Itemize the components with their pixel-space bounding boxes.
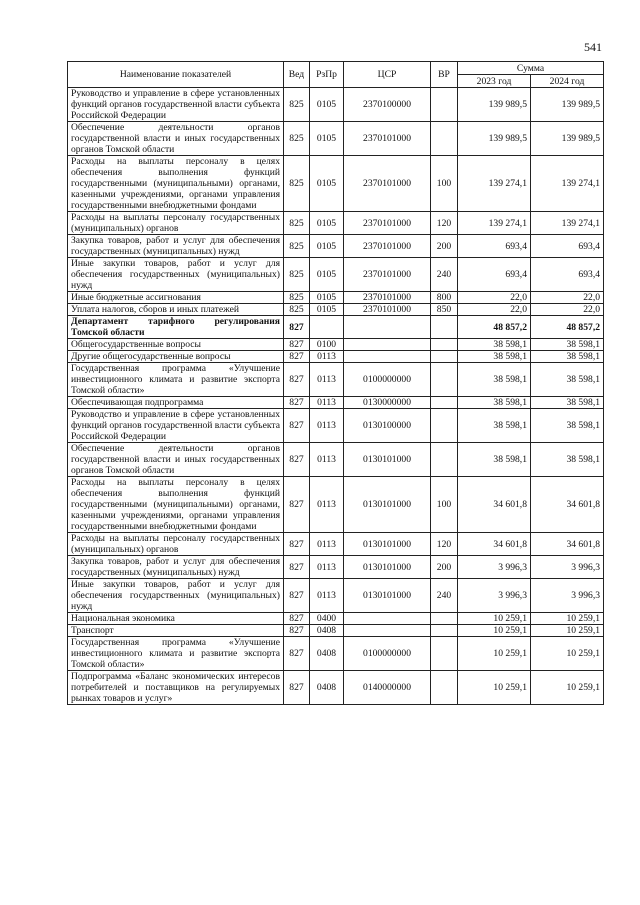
cell-name: Расходы на выплаты персоналу в целях обеспечения выполнения функций государственными (муниципальными) органами, казенными учреждениями, органами управления государственными внебюджетными фондами: [68, 156, 284, 212]
cell-2024: 10 259,1: [531, 625, 604, 637]
cell-ved: 827: [284, 671, 310, 705]
cell-2024: 139 989,5: [531, 122, 604, 156]
cell-name: Иные закупки товаров, работ и услуг для обеспечения государственных (муниципальных) нужд: [68, 258, 284, 292]
cell-rzpr: 0105: [310, 156, 344, 212]
cell-rzpr: 0408: [310, 637, 344, 671]
cell-ved: 827: [284, 556, 310, 579]
cell-ved: 825: [284, 156, 310, 212]
cell-vr: [431, 409, 458, 443]
cell-2023: 3 996,3: [458, 579, 531, 613]
table-row: [68, 235, 604, 258]
cell-csr: 0130101000: [344, 443, 431, 477]
cell-ved: 825: [284, 258, 310, 292]
cell-2023: 139 274,1: [458, 212, 531, 235]
cell-name: Национальная экономика: [68, 613, 284, 625]
cell-2024: 3 996,3: [531, 556, 604, 579]
cell-vr: [431, 363, 458, 397]
header-name: Наименование показателей: [68, 62, 284, 88]
header-sum: Сумма: [458, 62, 604, 75]
cell-csr: [344, 613, 431, 625]
cell-2023: 38 598,1: [458, 351, 531, 363]
cell-csr: 0130000000: [344, 397, 431, 409]
cell-rzpr: 0105: [310, 88, 344, 122]
page-number: 541: [584, 40, 602, 54]
cell-2023: 139 989,5: [458, 122, 531, 156]
cell-2023: 48 857,2: [458, 316, 531, 339]
cell-2024: 48 857,2: [531, 316, 604, 339]
table-row: [68, 397, 604, 409]
cell-ved: 827: [284, 363, 310, 397]
cell-name: Государственная программа «Улучшение инвестиционного климата и развитие экспорта Томской области»: [68, 363, 284, 397]
cell-ved: 825: [284, 88, 310, 122]
cell-vr: 850: [431, 304, 458, 316]
cell-2024: 38 598,1: [531, 409, 604, 443]
cell-2023: 38 598,1: [458, 443, 531, 477]
table-header: [68, 62, 604, 88]
cell-name: Общегосударственные вопросы: [68, 339, 284, 351]
cell-2023: 34 601,8: [458, 533, 531, 556]
cell-rzpr: 0113: [310, 477, 344, 533]
table-row: [68, 292, 604, 304]
table-row: [68, 477, 604, 533]
table-row: [68, 671, 604, 705]
cell-vr: [431, 122, 458, 156]
cell-rzpr: 0113: [310, 579, 344, 613]
cell-vr: [431, 443, 458, 477]
cell-name: Обеспечение деятельности органов государственной власти и иных государственных органов Томской области: [68, 443, 284, 477]
cell-name: Транспорт: [68, 625, 284, 637]
cell-name: Уплата налогов, сборов и иных платежей: [68, 304, 284, 316]
cell-csr: 0140000000: [344, 671, 431, 705]
cell-2024: 38 598,1: [531, 339, 604, 351]
cell-2023: 38 598,1: [458, 339, 531, 351]
cell-rzpr: 0105: [310, 212, 344, 235]
cell-2023: 10 259,1: [458, 625, 531, 637]
cell-rzpr: [310, 316, 344, 339]
header-csr: ЦСР: [344, 62, 431, 88]
table-row: [68, 156, 604, 212]
cell-name: Руководство и управление в сфере установленных функций органов государственной власти субъекта Российской Федерации: [68, 88, 284, 122]
cell-vr: 200: [431, 556, 458, 579]
cell-ved: 825: [284, 212, 310, 235]
cell-ved: 825: [284, 292, 310, 304]
table-row: [68, 579, 604, 613]
cell-name: Расходы на выплаты персоналу государственных (муниципальных) органов: [68, 212, 284, 235]
cell-name: Подпрограмма «Баланс экономических интересов потребителей и поставщиков на регулируемых рынках товаров и услуг»: [68, 671, 284, 705]
cell-vr: 240: [431, 579, 458, 613]
cell-ved: 825: [284, 235, 310, 258]
cell-2023: 139 989,5: [458, 88, 531, 122]
cell-2023: 22,0: [458, 292, 531, 304]
cell-csr: 2370101000: [344, 235, 431, 258]
cell-2024: 38 598,1: [531, 351, 604, 363]
cell-2024: 22,0: [531, 304, 604, 316]
cell-2023: 3 996,3: [458, 556, 531, 579]
cell-2023: 22,0: [458, 304, 531, 316]
cell-csr: 2370101000: [344, 304, 431, 316]
table-row: [68, 637, 604, 671]
cell-2024: 139 274,1: [531, 212, 604, 235]
table-row: [68, 258, 604, 292]
cell-ved: 825: [284, 304, 310, 316]
table-row: [68, 409, 604, 443]
cell-2023: 38 598,1: [458, 409, 531, 443]
cell-name: Обеспечивающая подпрограмма: [68, 397, 284, 409]
cell-rzpr: 0105: [310, 258, 344, 292]
cell-rzpr: 0400: [310, 613, 344, 625]
cell-2024: 10 259,1: [531, 613, 604, 625]
header-rzpr: РзПр: [310, 62, 344, 88]
cell-name: Обеспечение деятельности органов государственной власти и иных государственных органов Томской области: [68, 122, 284, 156]
cell-ved: 827: [284, 397, 310, 409]
cell-name: Иные бюджетные ассигнования: [68, 292, 284, 304]
cell-rzpr: 0100: [310, 339, 344, 351]
cell-ved: 827: [284, 339, 310, 351]
budget-table: [67, 61, 604, 705]
cell-csr: 2370101000: [344, 156, 431, 212]
cell-name: Закупка товаров, работ и услуг для обеспечения государственных (муниципальных) нужд: [68, 235, 284, 258]
cell-2023: 38 598,1: [458, 397, 531, 409]
cell-vr: 800: [431, 292, 458, 304]
cell-name: Руководство и управление в сфере установленных функций органов государственной власти субъекта Российской Федерации: [68, 409, 284, 443]
cell-2023: 693,4: [458, 235, 531, 258]
cell-2024: 139 989,5: [531, 88, 604, 122]
cell-csr: 0130100000: [344, 409, 431, 443]
table-row: [68, 443, 604, 477]
table-row: [68, 88, 604, 122]
cell-ved: 827: [284, 409, 310, 443]
cell-vr: 100: [431, 477, 458, 533]
cell-2023: 693,4: [458, 258, 531, 292]
cell-vr: [431, 316, 458, 339]
cell-2023: 139 274,1: [458, 156, 531, 212]
cell-2024: 38 598,1: [531, 397, 604, 409]
cell-rzpr: 0408: [310, 625, 344, 637]
cell-vr: [431, 613, 458, 625]
cell-rzpr: 0113: [310, 409, 344, 443]
cell-vr: [431, 88, 458, 122]
cell-rzpr: 0113: [310, 397, 344, 409]
table-row: [68, 613, 604, 625]
cell-2024: 139 274,1: [531, 156, 604, 212]
cell-rzpr: 0113: [310, 533, 344, 556]
cell-ved: 827: [284, 316, 310, 339]
cell-vr: 200: [431, 235, 458, 258]
cell-csr: 0100000000: [344, 363, 431, 397]
cell-2023: 10 259,1: [458, 637, 531, 671]
header-2023: 2023 год: [458, 75, 531, 88]
cell-ved: 827: [284, 477, 310, 533]
cell-name: Иные закупки товаров, работ и услуг для обеспечения государственных (муниципальных) нужд: [68, 579, 284, 613]
cell-2024: 38 598,1: [531, 443, 604, 477]
cell-2023: 10 259,1: [458, 671, 531, 705]
cell-2024: 10 259,1: [531, 637, 604, 671]
table-row: [68, 556, 604, 579]
cell-2023: 38 598,1: [458, 363, 531, 397]
cell-ved: 827: [284, 625, 310, 637]
cell-2024: 693,4: [531, 235, 604, 258]
cell-2024: 22,0: [531, 292, 604, 304]
cell-rzpr: 0113: [310, 556, 344, 579]
cell-2023: 34 601,8: [458, 477, 531, 533]
cell-vr: [431, 637, 458, 671]
cell-csr: [344, 351, 431, 363]
table-row: [68, 363, 604, 397]
cell-csr: 0130101000: [344, 477, 431, 533]
cell-name: Другие общегосударственные вопросы: [68, 351, 284, 363]
cell-2024: 10 259,1: [531, 671, 604, 705]
cell-csr: 2370101000: [344, 292, 431, 304]
table-body: [68, 88, 604, 705]
cell-ved: 827: [284, 637, 310, 671]
cell-2024: 34 601,8: [531, 533, 604, 556]
header-ved: Вед: [284, 62, 310, 88]
cell-csr: 2370101000: [344, 212, 431, 235]
cell-rzpr: 0113: [310, 351, 344, 363]
cell-name: Расходы на выплаты персоналу в целях обеспечения выполнения функций государственными (муниципальными) органами, казенными учреждениями, органами управления государственными внебюджетными фондами: [68, 477, 284, 533]
cell-vr: 120: [431, 212, 458, 235]
cell-ved: 827: [284, 443, 310, 477]
cell-csr: 0100000000: [344, 637, 431, 671]
cell-2024: 34 601,8: [531, 477, 604, 533]
cell-csr: 2370101000: [344, 122, 431, 156]
cell-2024: 693,4: [531, 258, 604, 292]
cell-vr: [431, 351, 458, 363]
cell-rzpr: 0105: [310, 235, 344, 258]
table-row: [68, 339, 604, 351]
cell-csr: [344, 625, 431, 637]
cell-ved: 825: [284, 122, 310, 156]
cell-ved: 827: [284, 351, 310, 363]
cell-csr: 0130101000: [344, 556, 431, 579]
cell-csr: 0130101000: [344, 579, 431, 613]
table-row: [68, 316, 604, 339]
cell-vr: [431, 625, 458, 637]
cell-name: Государственная программа «Улучшение инвестиционного климата и развитие экспорта Томской области»: [68, 637, 284, 671]
table-row: [68, 212, 604, 235]
table-row: [68, 304, 604, 316]
cell-rzpr: 0113: [310, 443, 344, 477]
cell-2024: 3 996,3: [531, 579, 604, 613]
cell-rzpr: 0113: [310, 363, 344, 397]
cell-vr: 120: [431, 533, 458, 556]
cell-ved: 827: [284, 579, 310, 613]
table-row: [68, 625, 604, 637]
cell-rzpr: 0105: [310, 122, 344, 156]
cell-rzpr: 0105: [310, 304, 344, 316]
cell-name: Закупка товаров, работ и услуг для обеспечения государственных (муниципальных) нужд: [68, 556, 284, 579]
cell-ved: 827: [284, 613, 310, 625]
cell-csr: [344, 339, 431, 351]
cell-vr: [431, 339, 458, 351]
header-vr: ВР: [431, 62, 458, 88]
cell-name: Департамент тарифного регулирования Томской области: [68, 316, 284, 339]
cell-vr: 240: [431, 258, 458, 292]
cell-csr: 2370101000: [344, 258, 431, 292]
table-row: [68, 533, 604, 556]
cell-2023: 10 259,1: [458, 613, 531, 625]
table-row: [68, 351, 604, 363]
cell-name: Расходы на выплаты персоналу государственных (муниципальных) органов: [68, 533, 284, 556]
table-row: [68, 122, 604, 156]
cell-rzpr: 0105: [310, 292, 344, 304]
cell-vr: [431, 397, 458, 409]
cell-csr: 0130101000: [344, 533, 431, 556]
cell-vr: 100: [431, 156, 458, 212]
cell-rzpr: 0408: [310, 671, 344, 705]
cell-csr: [344, 316, 431, 339]
cell-csr: 2370100000: [344, 88, 431, 122]
cell-2024: 38 598,1: [531, 363, 604, 397]
header-2024: 2024 год: [531, 75, 604, 88]
cell-ved: 827: [284, 533, 310, 556]
cell-vr: [431, 671, 458, 705]
